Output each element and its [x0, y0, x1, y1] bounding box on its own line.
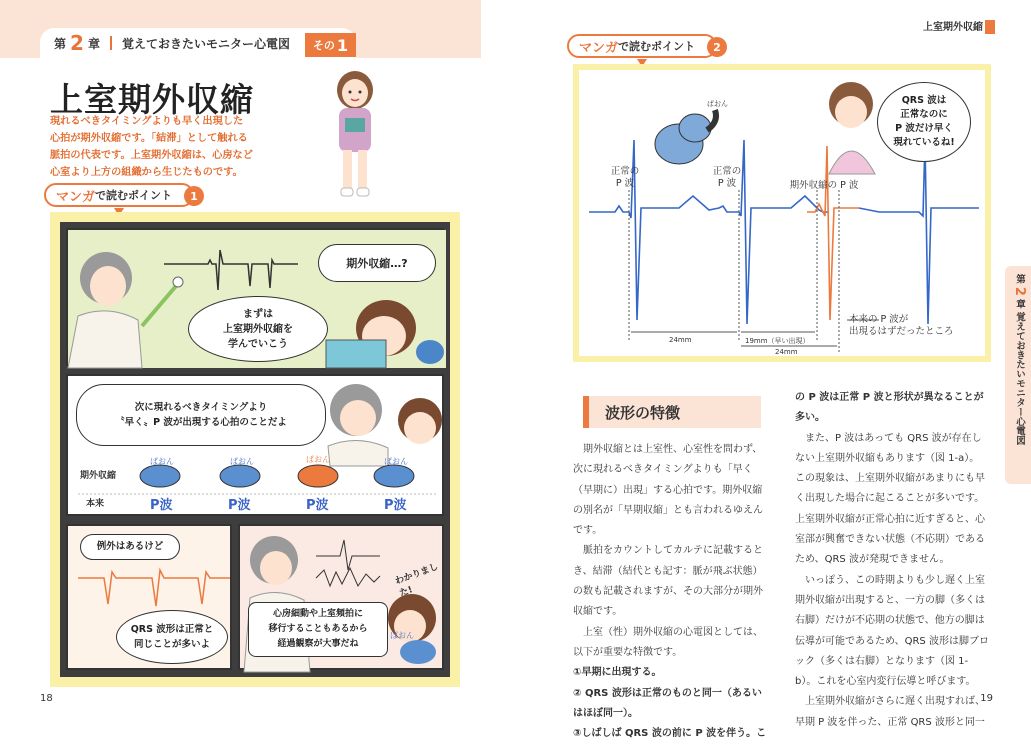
- interval-label-1: 24mm: [669, 336, 692, 344]
- pill-number: 2: [707, 37, 727, 57]
- bubble-line: 心房細動や上室頻拍に: [272, 609, 363, 619]
- bubble-observation: [248, 602, 388, 657]
- intro-line: 現れるべきタイミングよりも早く出現した: [50, 116, 244, 127]
- nurse-icon: [829, 82, 875, 174]
- label-line: 正常の: [610, 166, 640, 177]
- sono-number: 1: [336, 35, 349, 55]
- sono-badge: [305, 33, 356, 57]
- nurse-illustration: [325, 68, 385, 200]
- manga-point-pill-1: [44, 183, 198, 207]
- page-title: 上室期外収縮: [50, 80, 254, 119]
- label-line: 正常の: [712, 166, 742, 177]
- label-normal-p-2: [701, 166, 753, 190]
- sound-paon: ぱおん: [390, 631, 414, 640]
- elephant-sound: ぱおん: [707, 100, 728, 108]
- manga-inner: [60, 222, 450, 677]
- manga-panel-1: [66, 228, 444, 366]
- left-page: [0, 0, 515, 729]
- exclaim-understood: わかりました!: [393, 562, 440, 600]
- chapter-number: 2: [70, 31, 84, 55]
- intro-line: 心室より上方の組織から生じたものです。: [50, 167, 243, 178]
- intro-line: 心拍が期外収縮です。「結滞」として触れる: [50, 133, 248, 144]
- intro-text: [50, 113, 285, 181]
- label-premature: 期外収縮: [80, 471, 117, 481]
- p-wave-label: P波: [150, 498, 173, 513]
- bubble-line: 経過観察が大事だね: [277, 639, 359, 649]
- sound-paon: ぱおん: [150, 457, 174, 466]
- bubble-line: QRS 波は: [901, 95, 947, 106]
- manga-panel-4: [238, 524, 444, 670]
- sound-paon: ぱおん: [306, 455, 330, 464]
- paragraph: また、P 波はあっても QRS 波が存在しない上室期外収縮もあります（図 1-a）。この現象は、上室期外収縮があまりにも早く出現した場合に起こることが多いです。上室期外収縮が正常心拍に近すぎると、心室部が興奮できない状態（不応期）であるため、QRS 波が発現できません。: [795, 432, 985, 566]
- feature-item: ② QRS 波形は正常のものと同一（あるいはほぼ同一）。: [573, 687, 762, 719]
- paragraph: 上室期外収縮がさらに遅く出現すれば、早期 P 波を伴った、正常 QRS 波形と同一: [795, 696, 985, 728]
- intro-line: 脈拍の代表です。上室期外収縮は、心房など: [50, 150, 253, 161]
- bubble-line: 正常なのに: [900, 109, 948, 120]
- bubble-line: まずは: [243, 308, 273, 320]
- chapter-prefix: 第: [54, 36, 67, 51]
- elephant-icon: [655, 110, 716, 164]
- pill-number: 1: [184, 186, 204, 206]
- paragraph: 上室（性）期外収縮の心電図としては、以下が重要な特徴です。: [573, 626, 763, 658]
- bubble-line: 学んでいこう: [228, 338, 288, 350]
- bubble-line: P 波だけ早く: [895, 123, 953, 134]
- feature-continuation: の P 波は正常 P 波と形状が異なることが多い。: [795, 392, 984, 424]
- label-original: 本来: [86, 499, 105, 509]
- p-wave-label: P波: [384, 498, 407, 513]
- bubble-explanation: [76, 384, 326, 446]
- right-page: [515, 0, 1031, 740]
- label-line: P 波: [615, 178, 635, 189]
- bubble-line: 同じことが多いよ: [133, 639, 210, 650]
- bubble-line: 上室期外収縮を: [223, 323, 293, 335]
- bubble-lets-learn: [188, 296, 328, 362]
- chapter-side-tab[interactable]: [1005, 266, 1031, 484]
- p-wave-label: P波: [306, 498, 329, 513]
- manga-panel-2: [66, 374, 444, 516]
- feature-item: ③しばしば QRS 波の前に P 波を伴う。こ: [573, 728, 767, 740]
- pill-manga-label: マンガ: [56, 189, 96, 205]
- page-number: 18: [40, 693, 53, 704]
- side-tab-number: 2: [1012, 286, 1027, 296]
- label-expected-p: [849, 314, 979, 338]
- bubble-question: 期外収縮…?: [318, 244, 436, 282]
- feature-item: ①早期に出現する。: [573, 667, 662, 679]
- sono-label: その: [312, 39, 335, 52]
- pill-point-label: で読むポイント: [618, 40, 696, 53]
- ecg-figure: [579, 70, 985, 356]
- bubble-exception: 例外はあるけど: [80, 534, 180, 560]
- section-heading: 波形の特徴: [583, 396, 761, 428]
- pill-manga-label: マンガ: [579, 40, 619, 56]
- label-line: 本来の P 波が: [849, 314, 909, 325]
- paragraph: 期外収縮とは上室性、心室性を問わず、次に現れるべきタイミングよりも「早く（早期に）出現」する心拍です。期外収縮の別名が「早期収縮」とも言われるゆえんです。: [573, 444, 763, 537]
- label-premature-p: 期外収縮の P 波: [789, 180, 859, 191]
- bubble-line: 移行することもあるから: [268, 624, 368, 634]
- ecg-frame: [573, 64, 991, 362]
- pill-point-label: で読むポイント: [95, 189, 173, 202]
- bubble-line: QRS 波形は正常と: [130, 624, 214, 635]
- side-tab-prefix: 第: [1014, 274, 1025, 284]
- p-wave-label: P波: [228, 498, 251, 513]
- label-line: 出現るはずだったところ: [849, 326, 954, 337]
- chapter-title: 覚えておきたいモニター心電図: [121, 36, 290, 51]
- nurse-bubble: [877, 82, 971, 162]
- sound-paon: ぱおん: [384, 457, 408, 466]
- sound-paon: ぱおん: [230, 457, 254, 466]
- interval-label-2: 19mm（早い出現）: [745, 337, 810, 345]
- manga-frame: [50, 212, 460, 687]
- manga-panel-3: [66, 524, 232, 670]
- body-column-2: [795, 388, 989, 733]
- side-tab-suffix: 章: [1014, 299, 1025, 309]
- chapter-suffix: 章: [87, 36, 100, 51]
- bubble-line: 現れているね!: [893, 137, 955, 148]
- side-tab-title: 覚えておきたいモニター心電図: [1014, 311, 1025, 445]
- bubble-qrs-normal: [116, 610, 228, 664]
- manga-point-pill-2: [567, 34, 721, 58]
- interval-label-3: 24mm: [775, 348, 798, 356]
- label-normal-p-1: [599, 166, 651, 190]
- paragraph: 脈拍をカウントしてカルテに記載するとき、結滞（結代とも記す：脈が飛ぶ状態）の数も記載されますが、その大部分が期外収縮です。: [573, 545, 763, 618]
- label-line: P 波: [717, 178, 737, 189]
- running-head-mark: [985, 20, 995, 34]
- side-tab-text: [1011, 274, 1025, 445]
- page-number: 19: [980, 693, 993, 704]
- bubble-line: 次に現れるべきタイミングより: [134, 402, 268, 413]
- paragraph: いっぽう、この時期よりも少し遅く上室期外収縮が出現すると、一方の脚（多くは右脚）だけが不応期の状態で、他方の脚は伝導が可能であるため、QRS 波形は脚ブロック（多くは右脚）となります（図 1-b）。これを心室内変行伝導と呼びます。: [795, 574, 989, 688]
- bubble-line: 〝早く〟P 波が出現する心拍のことだよ: [115, 417, 287, 428]
- body-column-1: [573, 440, 767, 744]
- running-head: 上室期外収縮: [923, 22, 983, 33]
- chapter-divider: [110, 36, 112, 50]
